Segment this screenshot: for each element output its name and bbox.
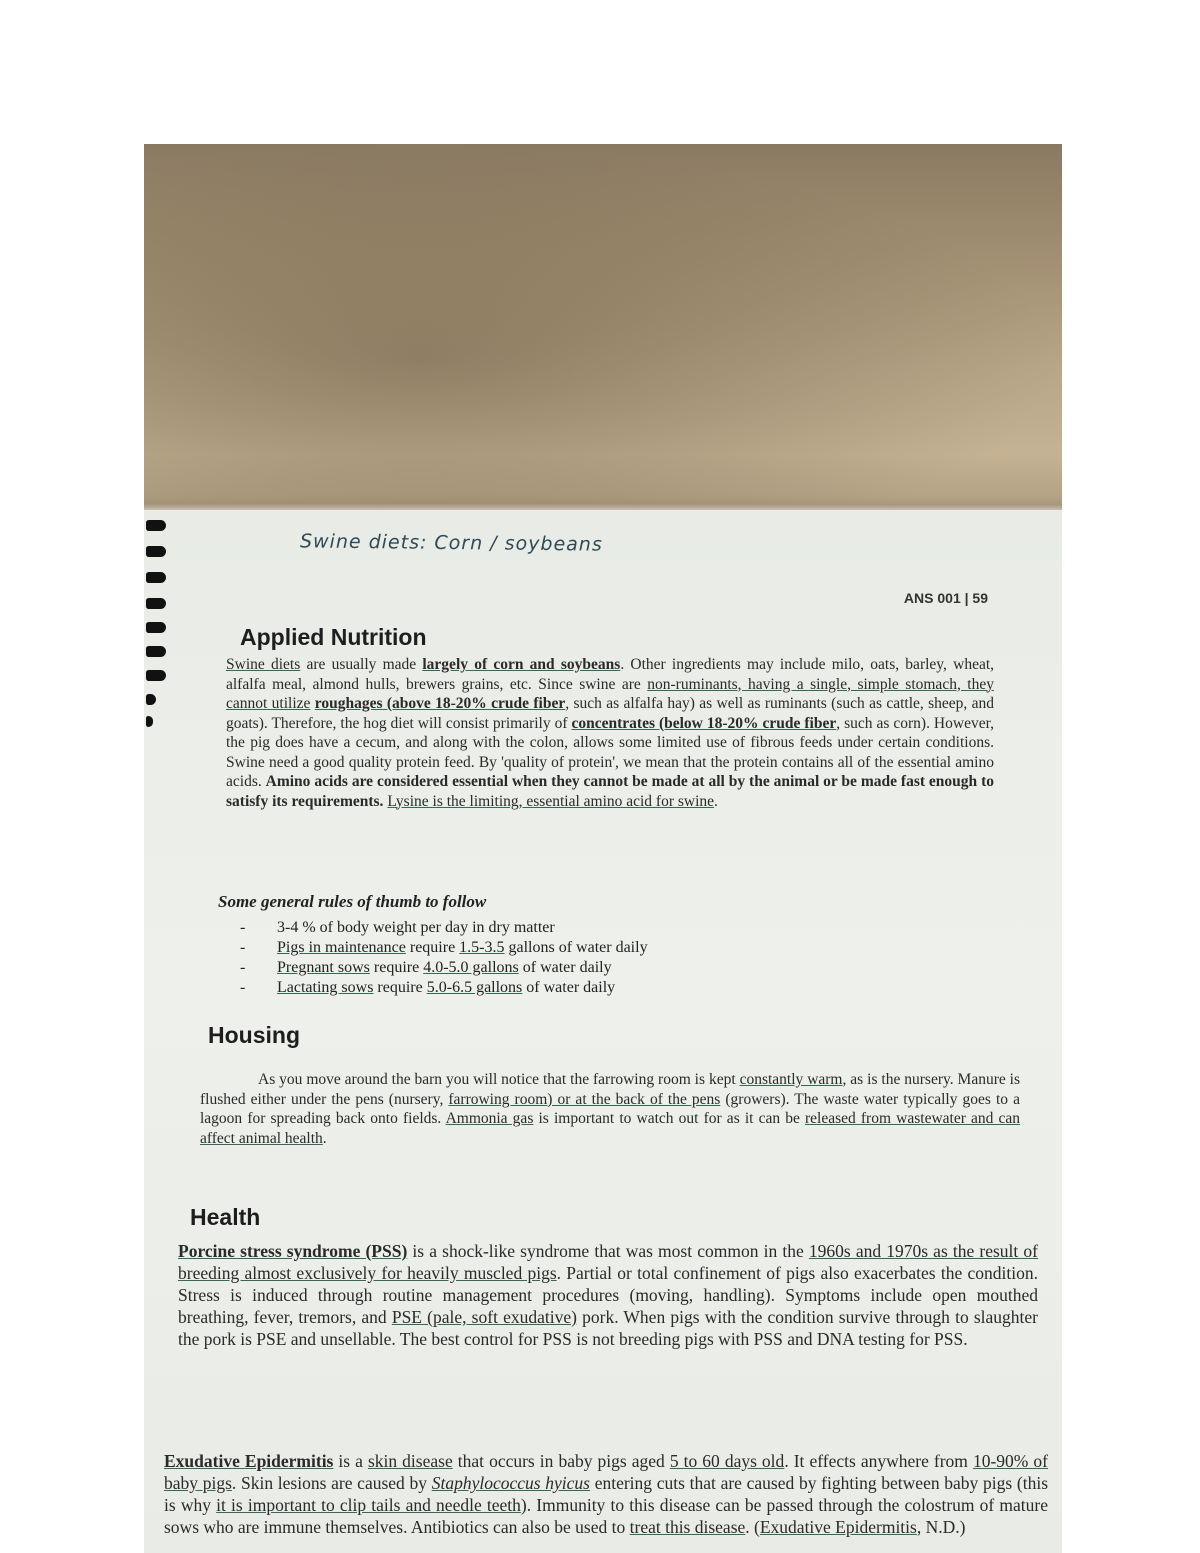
rules-title: Some general rules of thumb to follow: [218, 892, 487, 911]
binder-hole: [146, 694, 156, 705]
list-item: - Lactating sows require 5.0-6.5 gallons of water daily: [240, 978, 648, 998]
binder-hole: [146, 520, 166, 531]
health-heading: Health: [190, 1204, 261, 1230]
list-item: - 3-4 % of body weight per day in dry matter: [240, 918, 648, 938]
binder-hole: [146, 670, 166, 681]
binder-hole: [146, 716, 153, 727]
handwritten-note: Swine diets: Corn / soybeans: [299, 530, 603, 556]
document-photo: [144, 144, 1062, 1553]
binder-hole: [146, 646, 166, 657]
rules-list: [240, 918, 648, 998]
housing-paragraph: As you move around the barn you will notice that the farrowing room is kept constantly warm, as is the nursery. Manure is flushed either under the pens (nursery, farrowing room) or at the back of the pens (growers). The waste water typically goes to a lagoon for spreading back onto fields. Ammonia gas is important to watch out for as it can be released from wastewater and can affect animal health.: [200, 1071, 1021, 1147]
list-item: - Pigs in maintenance require 1.5-3.5 gallons of water daily: [240, 938, 648, 958]
applied-nutrition-heading: Applied Nutrition: [240, 624, 427, 650]
binder-hole: [146, 572, 166, 583]
page-number: ANS 001 | 59: [903, 590, 988, 606]
background-shadow: [144, 144, 1062, 504]
binder-holes: [144, 510, 168, 740]
binder-hole: [146, 622, 166, 633]
list-item: - Pregnant sows require 4.0-5.0 gallons of water daily: [240, 958, 648, 978]
housing-heading: Housing: [208, 1022, 300, 1048]
binder-hole: [146, 546, 166, 557]
exudative-epidermitis-paragraph: Exudative Epidermitis is a skin disease that occurs in baby pigs aged 5 to 60 days old. It effects anywhere from 10-90% of baby pigs. Skin lesions are caused by Staphylococcus hyicus entering cuts that are caused by fighting between baby pigs (this is why it is important to clip tails and needle teeth). Immunity to this disease can be passed through the colostrum of mature sows who are immune themselves. Antibiotics can also be used to treat this disease. (Exudative Epidermitis, N.D.): [164, 1451, 1049, 1537]
paper-page: [144, 510, 1062, 1553]
binder-hole: [146, 598, 166, 609]
pss-paragraph: Porcine stress syndrome (PSS) is a shock-like syndrome that was most common in the 1960s and 1970s as the result of breeding almost exclusively for heavily muscled pigs. Partial or total confinement of pigs also exacerbates the condition. Stress is induced through routine management procedures (moving, handling). Symptoms include open mouthed breathing, fever, tremors, and PSE (pale, soft exudative) pork. When pigs with the condition survive through to slaughter the pork is PSE and unsellable. The best control for PSS is not breeding pigs with PSS and DNA testing for PSS.: [178, 1241, 1039, 1349]
applied-nutrition-paragraph: Swine diets are usually made largely of corn and soybeans. Other ingredients may include milo, oats, barley, wheat, alfalfa meal, almond hulls, brewers grains, etc. Since swine are non-ruminants, having a single, simple stomach, they cannot utilize roughages (above 18-20% crude fiber, such as alfalfa hay) as well as ruminants (such as cattle, sheep, and goats). Therefore, the hog diet will consist primarily of concentrates (below 18-20% crude fiber, such as corn). However, the pig does have a cecum, and along with the colon, allows some limited use of fibrous feeds under certain conditions. Swine need a good quality protein feed. By 'quality of protein', we mean that the protein contains all of the essential amino acids. Amino acids are considered essential when they cannot be made at all by the animal or be made fast enough to satisfy its requirements. Lysine is the limiting, essential amino acid for swine.: [226, 656, 995, 810]
